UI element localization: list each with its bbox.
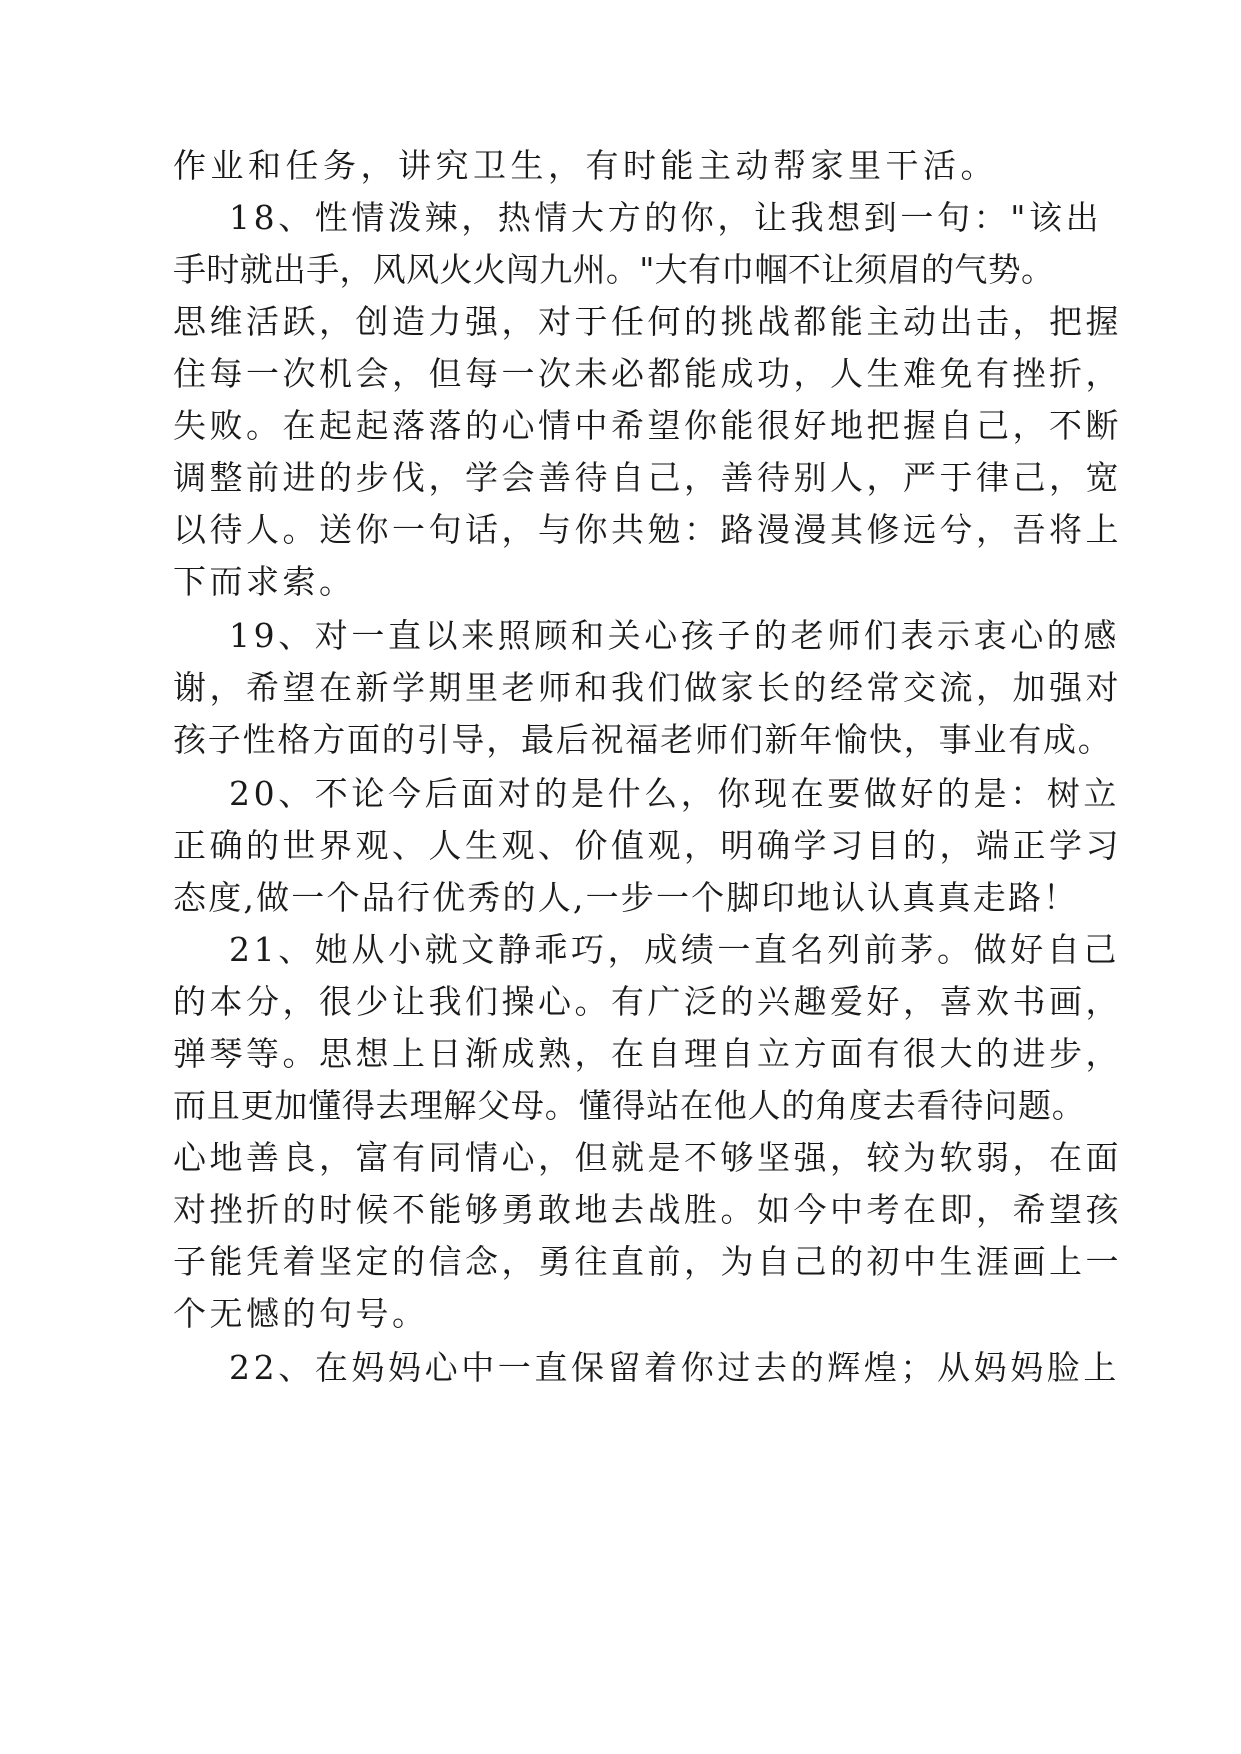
- text-line: 子能凭着坚定的信念，勇往直前，为自己的初中生涯画上一: [173, 1242, 1122, 1281]
- text-line: 孩子性格方面的引导，最后祝福老师们新年愉快，事业有成。: [173, 720, 1113, 759]
- text-line: 19、对一直以来照顾和关心孩子的老师们表示衷心的感: [229, 616, 1120, 655]
- text-line: 失败。在起起落落的心情中希望你能很好地把握自己，不断: [173, 406, 1122, 445]
- text-line: 下而求索。: [173, 562, 356, 601]
- text-line: 弹琴等。思想上日渐成熟，在自理自立方面有很大的进步，: [173, 1034, 1122, 1073]
- text-line: 22、在妈妈心中一直保留着你过去的辉煌；从妈妈脸上: [229, 1348, 1120, 1387]
- text-line: 作业和任务，讲究卫生，有时能主动帮家里干活。: [173, 146, 998, 185]
- text-line: 18、性情泼辣，热情大方的你，让我想到一句："该出: [229, 198, 1103, 237]
- text-line: 思维活跃，创造力强，对于任何的挑战都能主动出击，把握: [173, 302, 1122, 341]
- text-line: 个无憾的句号。: [173, 1294, 429, 1333]
- text-line: 态度,做一个品行优秀的人,一步一个脚印地认认真真走路！: [173, 878, 1079, 917]
- text-line: 住每一次机会，但每一次未必都能成功，人生难免有挫折，: [173, 354, 1122, 393]
- text-line: 对挫折的时候不能够勇敢地去战胜。如今中考在即，希望孩: [173, 1190, 1122, 1229]
- text-line: 调整前进的步伐，学会善待自己，善待别人，严于律己，宽: [173, 458, 1122, 497]
- text-line: 正确的世界观、人生观、价值观，明确学习目的，端正学习: [173, 826, 1122, 865]
- text-line: 的本分，很少让我们操心。有广泛的兴趣爱好，喜欢书画，: [173, 982, 1122, 1021]
- text-line: 谢，希望在新学期里老师和我们做家长的经常交流，加强对: [173, 668, 1122, 707]
- text-line: 20、不论今后面对的是什么，你现在要做好的是：树立: [229, 774, 1120, 813]
- text-line: 而且更加懂得去理解父母。懂得站在他人的角度去看待问题。: [173, 1086, 1086, 1125]
- text-line: 以待人。送你一句话，与你共勉：路漫漫其修远兮，吾将上: [173, 510, 1122, 549]
- text-line: 心地善良，富有同情心，但就是不够坚强，较为软弱，在面: [173, 1138, 1122, 1177]
- text-line: 21、她从小就文静乖巧，成绩一直名列前茅。做好自己: [229, 930, 1120, 969]
- text-line: 手时就出手，风风火火闯九州。"大有巾帼不让须眉的气势。: [173, 250, 1055, 289]
